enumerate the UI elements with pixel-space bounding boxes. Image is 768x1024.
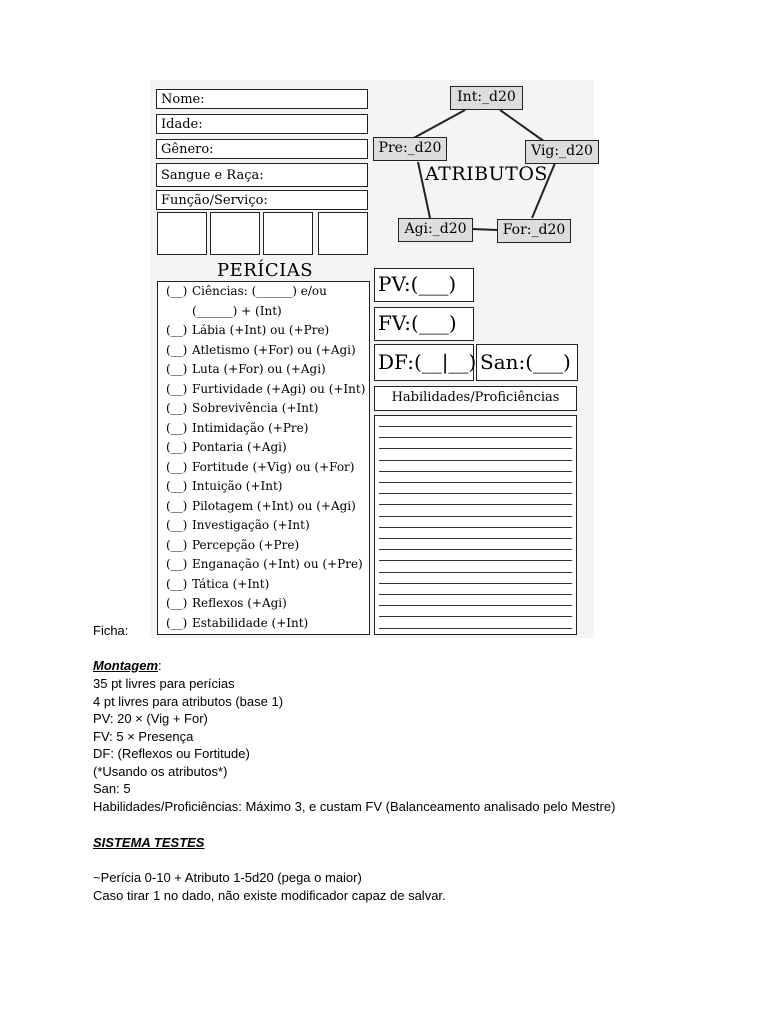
ruled-line: [379, 549, 572, 550]
skill-checkbox: (__): [166, 596, 188, 610]
skill-row: [166, 284, 327, 298]
skill-checkbox: (__): [166, 420, 188, 435]
skill-row: [166, 538, 299, 552]
skill-checkbox: (__): [166, 362, 188, 376]
ruled-line: [379, 437, 572, 438]
ruled-line: [379, 572, 572, 573]
montagem-title: Montagem: [93, 658, 158, 673]
montagem-line: 35 pt livres para perícias: [93, 676, 235, 691]
skill-checkbox: (__): [166, 576, 188, 591]
skill-checkbox: (__): [166, 342, 188, 357]
skill-label: Percepção (+Pre): [192, 537, 300, 552]
skill-row: [166, 557, 363, 571]
skill-label: Pilotagem (+Int) ou (+Agi): [192, 498, 356, 513]
ruled-line: [379, 426, 572, 427]
skill-row: [166, 616, 308, 630]
ficha-label: Ficha:: [93, 623, 129, 638]
skill-label: Sobrevivência (+Int): [192, 401, 319, 415]
blood-race-field: Sangue e Raça:: [156, 163, 368, 187]
skill-label: Atletismo (+For) ou (+Agi): [192, 342, 356, 357]
skill-row: [166, 440, 287, 454]
skill-label: Reflexos (+Agi): [192, 596, 287, 610]
df-stat: DF:(__|__): [374, 344, 474, 381]
ruled-line: [379, 560, 572, 561]
habilidades-lines-box: [374, 415, 577, 635]
skill-label: Furtividade (+Agi) ou (+Int): [192, 381, 366, 396]
skill-checkbox: (__): [166, 381, 188, 396]
skill-checkbox: (__): [166, 557, 188, 571]
skill-label: Lábia (+Int) ou (+Pre): [192, 323, 330, 337]
skill-label: Investigação (+Int): [192, 518, 310, 532]
skill-label: Intimidação (+Pre): [192, 420, 309, 435]
montagem-line: FV: 5 × Presença: [93, 729, 194, 744]
skill-label: Intuição (+Int): [192, 479, 283, 493]
function-service-field: Função/Serviço:: [156, 190, 368, 210]
skill-checkbox: (__): [166, 537, 188, 552]
vig-attribute: Vig:_d20: [525, 140, 599, 164]
skill-row: [166, 479, 282, 493]
agi-attribute: Agi:_d20: [398, 218, 473, 242]
skill-label: Estabilidade (+Int): [192, 615, 309, 630]
skill-checkbox: (__): [166, 518, 188, 532]
skill-checkbox: (__): [166, 401, 188, 415]
ruled-line: [379, 628, 572, 629]
skill-row: [166, 596, 287, 610]
ruled-line: [379, 538, 572, 539]
montagem-line: DF: (Reflexos ou Fortitude): [93, 746, 250, 761]
montagem-heading: [93, 658, 162, 673]
gender-field: Gênero:: [156, 139, 368, 159]
montagem-line: San: 5: [93, 781, 131, 796]
skill-label: Pontaria (+Agi): [192, 440, 287, 454]
skill-checkbox: (__): [166, 615, 188, 630]
ruled-line: [379, 605, 572, 606]
ruled-line: [379, 594, 572, 595]
pre-attribute: Pre:_d20: [373, 137, 447, 161]
skill-checkbox: (__): [166, 440, 188, 454]
for-attribute: For:_d20: [497, 219, 571, 243]
ruled-line: [379, 616, 572, 617]
montagem-colon: :: [158, 658, 162, 673]
montagem-line: (*Usando os atributos*): [93, 764, 228, 779]
skill-row: [166, 304, 282, 318]
ruled-line: [379, 448, 572, 449]
skill-row: [166, 460, 354, 474]
skill-checkbox: (__): [166, 323, 188, 337]
skill-row: [166, 499, 356, 513]
ruled-line: [379, 516, 572, 517]
attributes-title: ATRIBUTOS: [425, 163, 548, 185]
skill-row: [166, 401, 318, 415]
montagem-line: Habilidades/Proficiências: Máximo 3, e custam FV (Balanceamento analisado pelo Mestre): [93, 799, 616, 814]
skill-label: Ciências: (______) e/ou: [192, 284, 327, 298]
age-field: Idade:: [156, 114, 368, 134]
skill-label: Fortitude (+Vig) ou (+For): [192, 459, 355, 474]
ruled-line: [379, 460, 572, 461]
skill-checkbox: (__): [166, 479, 188, 493]
skill-row: [166, 323, 329, 337]
san-stat: San:(___): [476, 344, 578, 381]
skill-label: (______) + (Int): [192, 303, 282, 318]
sistema-line: ~Perícia 0-10 + Atributo 1-5d20 (pega o maior): [93, 870, 362, 885]
int-attribute: Int:_d20: [450, 86, 523, 110]
pericias-title: PERÍCIAS: [217, 260, 314, 281]
skill-checkbox: (__): [166, 284, 188, 298]
skill-row: [166, 421, 308, 435]
montagem-line: PV: 20 × (Vig + For): [93, 711, 208, 726]
skill-label: Tática (+Int): [192, 576, 270, 591]
sistema-testes-title: SISTEMA TESTES: [93, 835, 205, 850]
fv-stat: FV:(___): [374, 307, 474, 341]
skill-row: [166, 362, 326, 376]
pv-stat: PV:(___): [374, 268, 474, 302]
skill-checkbox: (__): [166, 459, 188, 474]
skill-label: Enganação (+Int) ou (+Pre): [192, 557, 363, 571]
ruled-line: [379, 527, 572, 528]
ruled-line: [379, 471, 572, 472]
skill-row: [166, 343, 356, 357]
montagem-line: 4 pt livres para atributos (base 1): [93, 694, 284, 709]
skill-checkbox: (__): [166, 498, 188, 513]
sistema-line: Caso tirar 1 no dado, não existe modificador capaz de salvar.: [93, 888, 446, 903]
skill-label: Luta (+For) ou (+Agi): [192, 362, 326, 376]
skill-row: [166, 382, 365, 396]
habilidades-title: Habilidades/Proficiências: [374, 386, 577, 411]
ruled-line: [379, 583, 572, 584]
ruled-line: [379, 493, 572, 494]
ruled-line: [379, 504, 572, 505]
name-field: Nome:: [156, 89, 368, 109]
skill-row: [166, 518, 310, 532]
ruled-line: [379, 482, 572, 483]
skill-row: [166, 577, 269, 591]
